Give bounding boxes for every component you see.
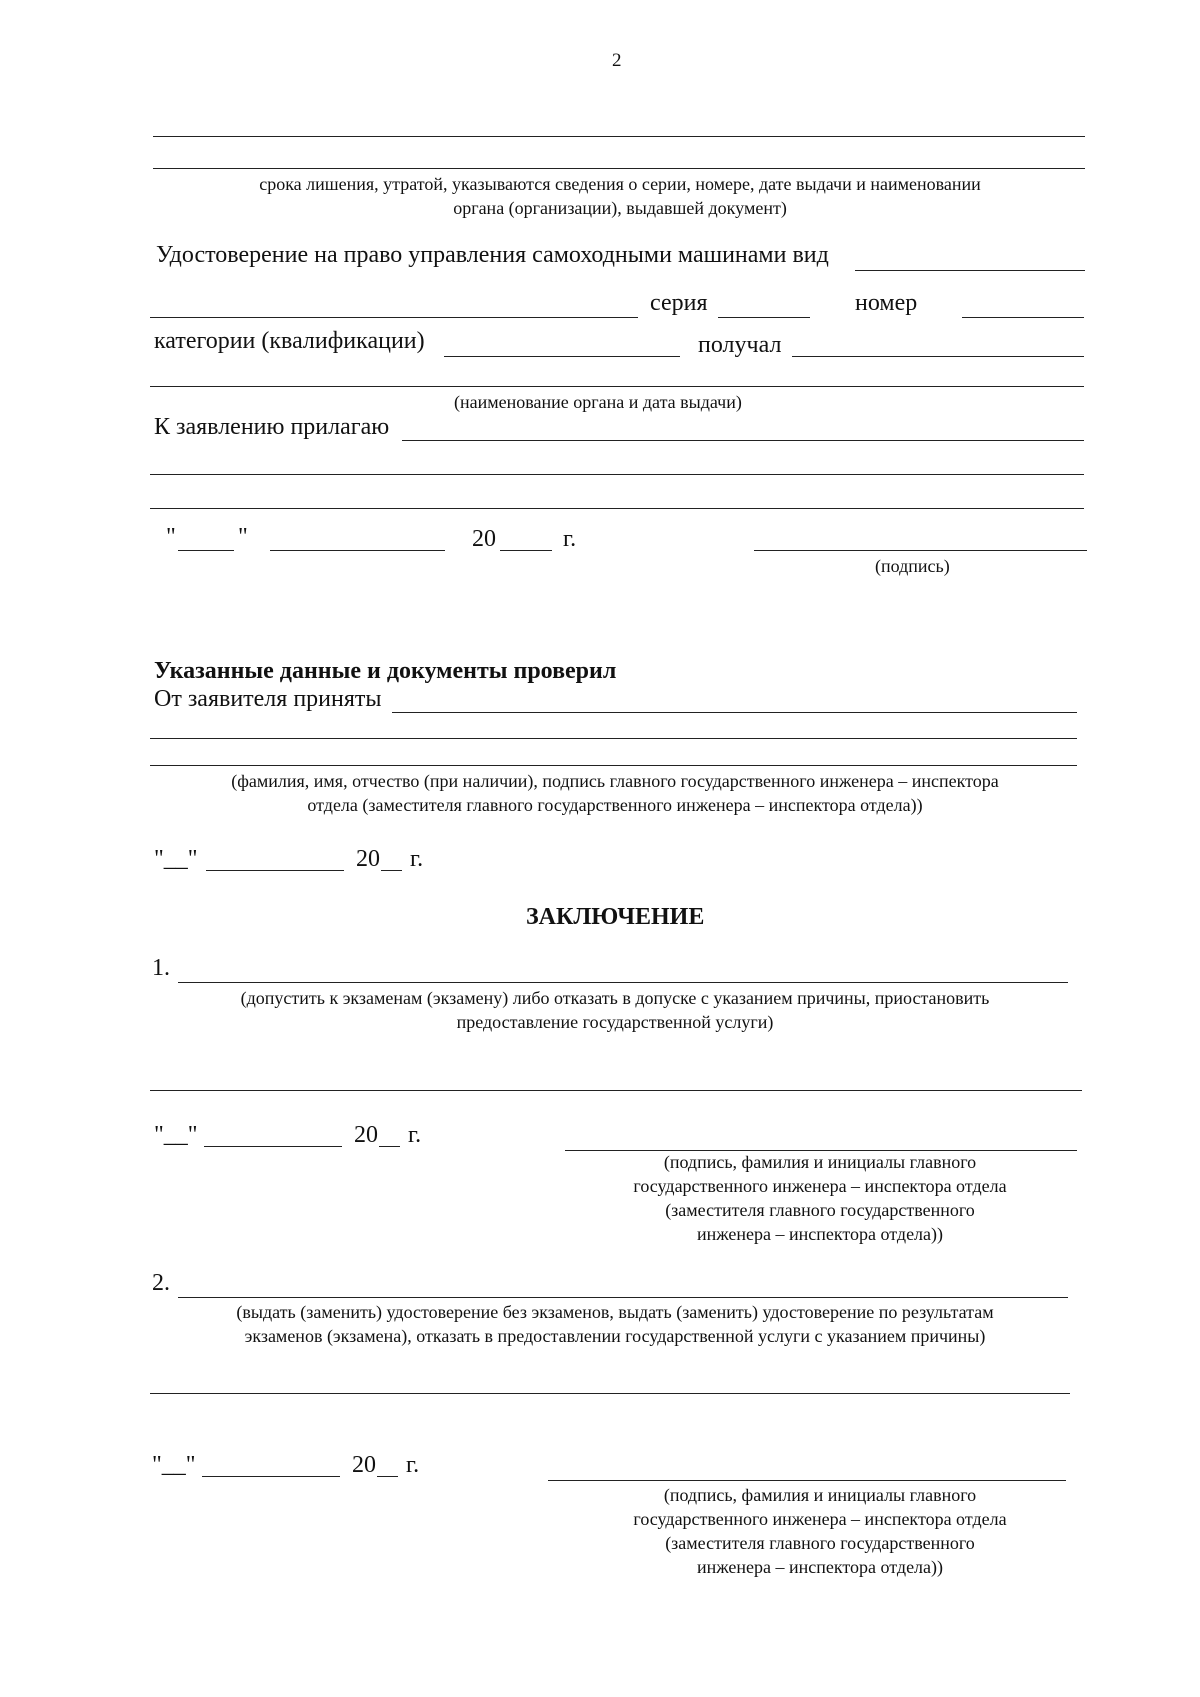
continuation-line-2[interactable]	[153, 168, 1085, 169]
item1-date-quotes: "__"	[154, 1122, 198, 1148]
date-close-quote: "	[238, 524, 248, 550]
item2-sig-line-3: (заместителя главного государственного	[665, 1533, 975, 1553]
item2-year-field[interactable]	[377, 1476, 398, 1477]
applicant-signature-field[interactable]	[754, 550, 1087, 551]
item2-extra-field[interactable]	[150, 1393, 1070, 1394]
inspector-field[interactable]	[150, 765, 1077, 766]
item1-year-suffix: г.	[408, 1122, 422, 1148]
verification-date-month-field[interactable]	[206, 870, 344, 871]
top-caption-line-2: органа (организации), выдавшей документ)	[453, 198, 787, 218]
item2-date-quotes: "__"	[152, 1452, 196, 1478]
accepted-field[interactable]	[392, 712, 1077, 713]
item2-date-month-field[interactable]	[202, 1476, 340, 1477]
series-label: серия	[650, 290, 708, 316]
attachment-label: К заявлению прилагаю	[154, 414, 390, 440]
series-field[interactable]	[718, 317, 810, 318]
inspector-caption-line-2: отдела (заместителя главного государственного инженера – инспектора отдела))	[307, 795, 923, 815]
date-day-field[interactable]	[178, 550, 234, 551]
item1-extra-field[interactable]	[150, 1090, 1082, 1091]
received-field[interactable]	[792, 356, 1084, 357]
item2-caption-line-1: (выдать (заменить) удостоверение без экзаменов, выдать (заменить) удостоверение по результатам	[236, 1302, 994, 1322]
item1-year-field[interactable]	[379, 1146, 400, 1147]
item1-date-month-field[interactable]	[204, 1146, 342, 1147]
verification-year-prefix: 20	[356, 846, 380, 872]
item1-sig-line-4: инженера – инспектора отдела))	[696, 1224, 944, 1244]
verification-heading: Указанные данные и документы проверил	[154, 658, 617, 684]
item1-year-prefix: 20	[354, 1122, 378, 1148]
item1-number: 1.	[152, 955, 170, 981]
item2-sig-line-2: государственного инженера – инспектора отдела	[633, 1509, 1007, 1529]
inspector-caption-line-1: (фамилия, имя, отчество (при наличии), подпись главного государственного инженера – инспектора	[231, 771, 999, 791]
item1-caption-line-2: предоставление государственной услуги)	[456, 1012, 774, 1032]
accepted-label: От заявителя приняты	[154, 686, 382, 712]
issuer-caption: (наименование органа и дата выдачи)	[454, 392, 742, 412]
date-open-quote: "	[166, 524, 176, 550]
item2-number: 2.	[152, 1270, 170, 1296]
item1-caption	[150, 986, 1080, 1034]
license-type-continued-field[interactable]	[150, 317, 638, 318]
attachment-field-2[interactable]	[150, 474, 1084, 475]
category-field[interactable]	[444, 356, 680, 357]
verification-date-quotes: "__"	[154, 846, 198, 872]
item1-sig-line-1: (подпись, фамилия и инициалы главного	[663, 1152, 977, 1172]
item2-caption-line-2: экзаменов (экзамена), отказать в предоставлении государственной услуги с указанием причины)	[244, 1326, 986, 1346]
item2-sig-line-4: инженера – инспектора отдела))	[696, 1557, 944, 1577]
item2-decision-field[interactable]	[178, 1297, 1068, 1298]
verification-year-suffix: г.	[410, 846, 424, 872]
page-number: 2	[612, 50, 622, 71]
continuation-line-1[interactable]	[153, 136, 1085, 137]
item1-decision-field[interactable]	[178, 982, 1068, 983]
number-label: номер	[855, 290, 918, 316]
item1-signature-caption	[580, 1150, 1060, 1246]
item2-signature-caption	[580, 1483, 1060, 1579]
license-type-field[interactable]	[855, 270, 1085, 271]
item1-sig-line-3: (заместителя главного государственного	[665, 1200, 975, 1220]
item2-year-suffix: г.	[406, 1452, 420, 1478]
item1-caption-line-1: (допустить к экзаменам (экзамену) либо отказать в допуске с указанием причины, приостановить	[240, 988, 990, 1008]
date-month-field[interactable]	[270, 550, 445, 551]
attachment-field[interactable]	[402, 440, 1084, 441]
item2-sig-line-1: (подпись, фамилия и инициалы главного	[663, 1485, 977, 1505]
number-field[interactable]	[962, 317, 1084, 318]
top-caption	[150, 172, 1090, 220]
signature-caption: (подпись)	[875, 556, 950, 576]
item2-year-prefix: 20	[352, 1452, 376, 1478]
license-title: Удостоверение на право управления самоходными машинами вид	[156, 242, 829, 268]
item2-signature-field[interactable]	[548, 1480, 1066, 1481]
date-year-field[interactable]	[500, 550, 552, 551]
received-label: получал	[698, 332, 782, 358]
verification-year-field[interactable]	[381, 870, 402, 871]
item1-sig-line-2: государственного инженера – инспектора отдела	[633, 1176, 1007, 1196]
item2-caption	[150, 1300, 1080, 1348]
conclusion-heading: ЗАКЛЮЧЕНИЕ	[526, 904, 705, 930]
inspector-caption	[150, 769, 1080, 817]
date-year-suffix: г.	[563, 526, 577, 552]
category-label: категории (квалификации)	[154, 328, 425, 354]
attachment-field-3[interactable]	[150, 508, 1084, 509]
issuer-field[interactable]	[150, 386, 1084, 387]
date-year-prefix: 20	[472, 526, 496, 552]
top-caption-line-1: срока лишения, утратой, указываются сведения о серии, номере, дате выдачи и наименовании	[259, 174, 981, 194]
accepted-field-2[interactable]	[150, 738, 1077, 739]
